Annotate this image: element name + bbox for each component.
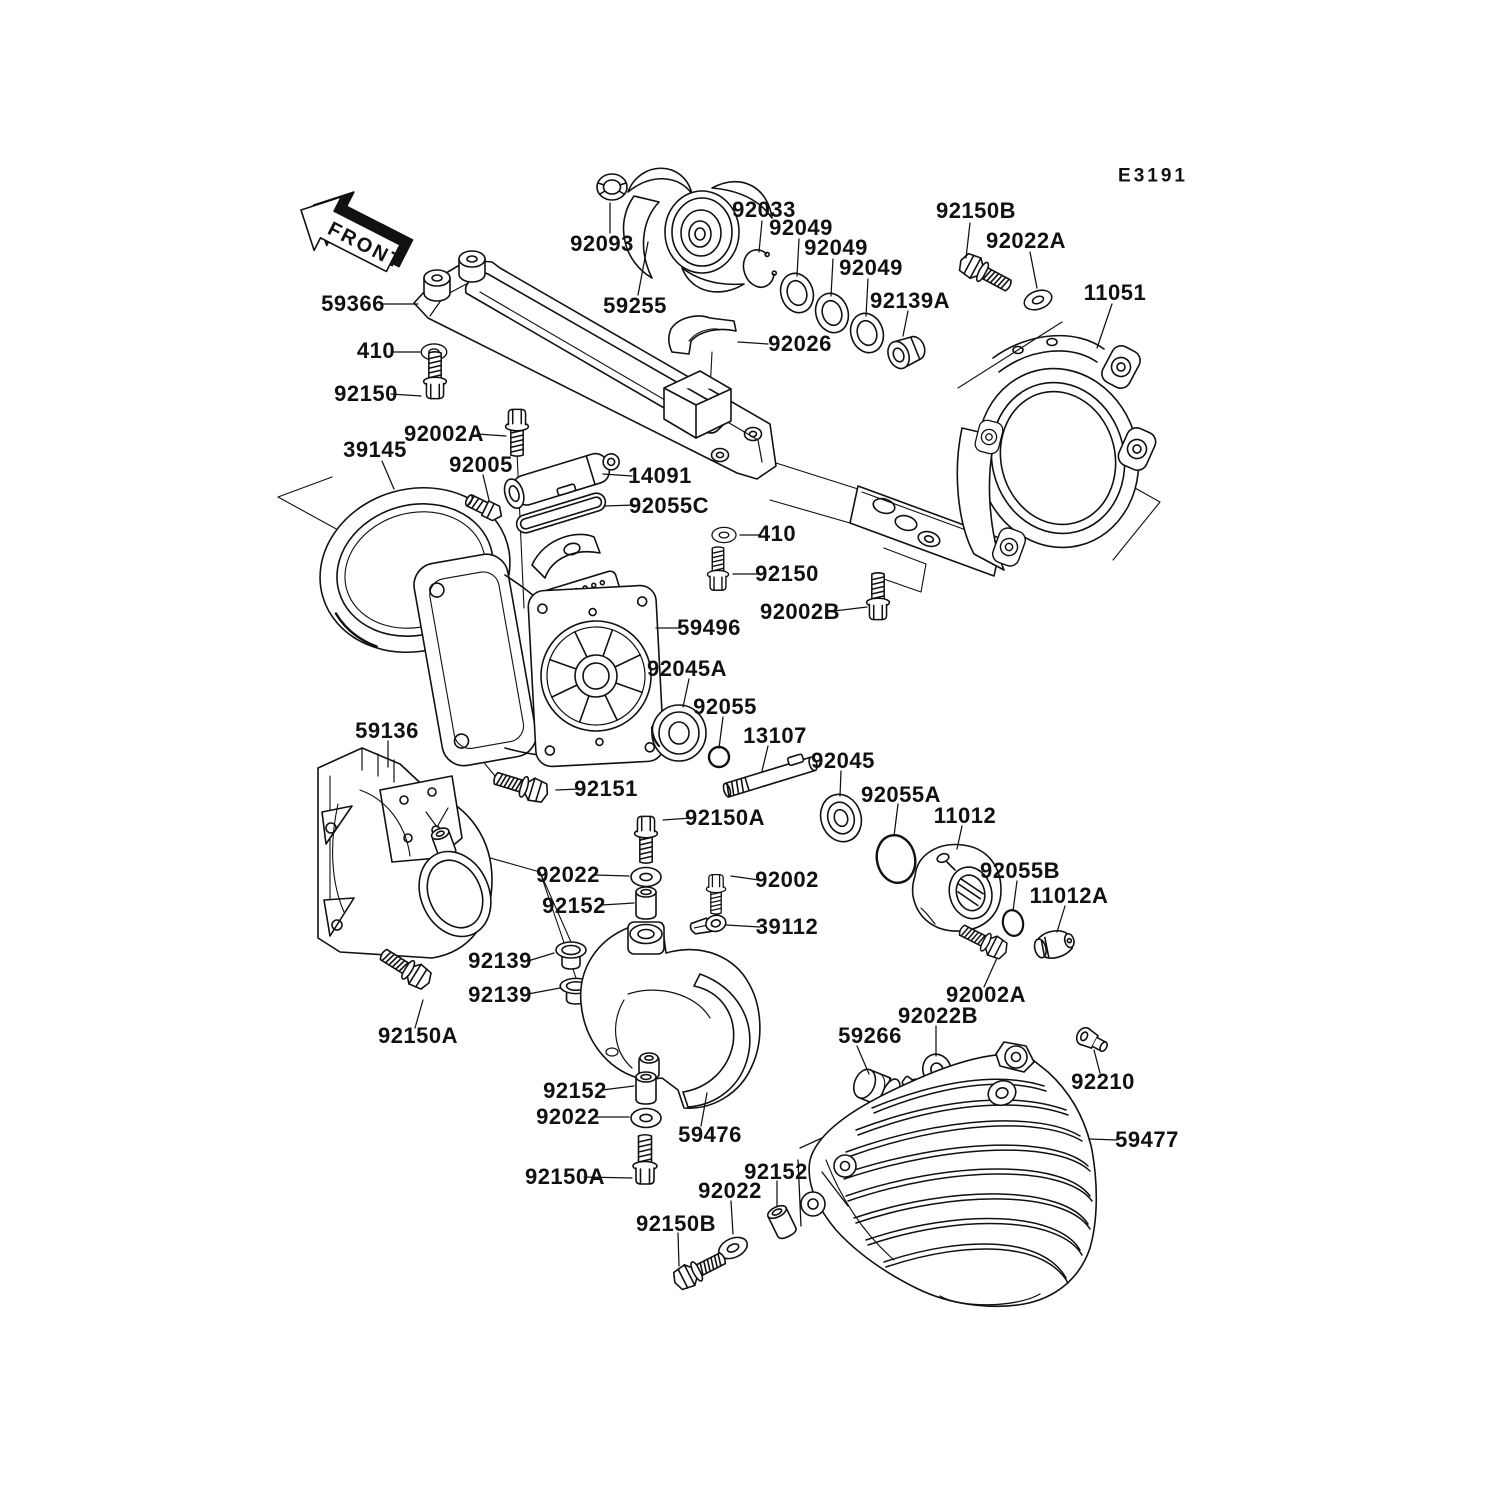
part-label-92210: 92210: [1071, 1069, 1135, 1094]
steering-nozzle-drawing: [581, 922, 760, 1108]
nozzle-housing-drawing: [318, 748, 504, 958]
part-label-11012: 11012: [933, 803, 997, 828]
part-label-92139-2: 92139: [468, 982, 532, 1007]
part-label-92049-2: 92049: [804, 235, 868, 260]
part-label-59136: 59136: [355, 718, 419, 743]
part-label-410-1: 410: [356, 338, 396, 363]
part-label-59496: 59496: [677, 615, 741, 640]
part-label-92033: 92033: [732, 197, 796, 222]
impeller-cap-drawing: [597, 174, 627, 200]
part-label-92150-1: 92150: [334, 381, 398, 406]
part-label-410-2: 410: [757, 521, 797, 546]
part-label-92022-2: 92022: [536, 1104, 600, 1129]
part-label-11051: 11051: [1083, 280, 1147, 305]
part-label-92150-2: 92150: [755, 561, 819, 586]
part-label-92002a-2: 92002A: [945, 982, 1027, 1007]
part-label-92026: 92026: [768, 331, 832, 356]
part-label-14091: 14091: [628, 463, 692, 488]
part-label-92152-3: 92152: [744, 1159, 808, 1184]
part-label-92055b: 92055B: [979, 858, 1061, 883]
scoop-bracket-drawing: [669, 316, 736, 354]
part-label-39112: 39112: [755, 914, 819, 939]
part-label-92002b: 92002B: [759, 599, 841, 624]
part-label-92022-3: 92022: [698, 1178, 762, 1203]
part-label-92150a-3: 92150A: [524, 1164, 606, 1189]
part-label-92022b: 92022B: [897, 1003, 979, 1028]
part-label-92151: 92151: [574, 776, 638, 801]
part-label-92055c: 92055C: [628, 493, 710, 518]
part-label-92139-1: 92139: [468, 948, 532, 973]
part-label-92152-2: 92152: [543, 1078, 607, 1103]
part-label-11012a: 11012A: [1029, 883, 1109, 908]
part-label-92055: 92055: [693, 694, 757, 719]
part-label-92022a: 92022A: [985, 228, 1067, 253]
part-label-92055a: 92055A: [860, 782, 942, 807]
part-label-92150b-2: 92150B: [635, 1211, 717, 1236]
fiche-code: E3191: [1118, 165, 1188, 187]
front-arrow-text: FRONT: [324, 217, 407, 275]
part-label-92045a: 92045A: [646, 656, 728, 681]
part-label-92005: 92005: [449, 452, 513, 477]
part-label-92045: 92045: [811, 748, 875, 773]
part-label-92093: 92093: [570, 231, 634, 256]
part-label-92049-1: 92049: [769, 215, 833, 240]
part-label-59477: 59477: [1115, 1127, 1179, 1152]
part-label-59255: 59255: [603, 293, 667, 318]
part-label-92150a-2: 92150A: [377, 1023, 459, 1048]
part-label-92152-1: 92152: [542, 893, 606, 918]
part-label-92002: 92002: [755, 867, 819, 892]
part-label-59476: 59476: [678, 1122, 742, 1147]
ribbed-cover-drawing: [798, 1042, 1096, 1306]
part-label-92002a-1: 92002A: [403, 421, 485, 446]
part-label-92139a: 92139A: [869, 288, 951, 313]
part-label-59266: 59266: [838, 1023, 902, 1048]
pump-mount-housing-drawing: [957, 336, 1159, 570]
part-label-92150a-1: 92150A: [684, 805, 766, 830]
part-label-92150b-1: 92150B: [935, 198, 1017, 223]
part-label-59366: 59366: [321, 291, 385, 316]
part-label-39145: 39145: [343, 437, 407, 462]
part-label-92049-3: 92049: [839, 255, 903, 280]
front-direction-arrow: [287, 174, 421, 288]
pump-housing-drawing: [411, 534, 665, 769]
part-label-92022-1: 92022: [536, 862, 600, 887]
part-label-13107: 13107: [743, 723, 807, 748]
